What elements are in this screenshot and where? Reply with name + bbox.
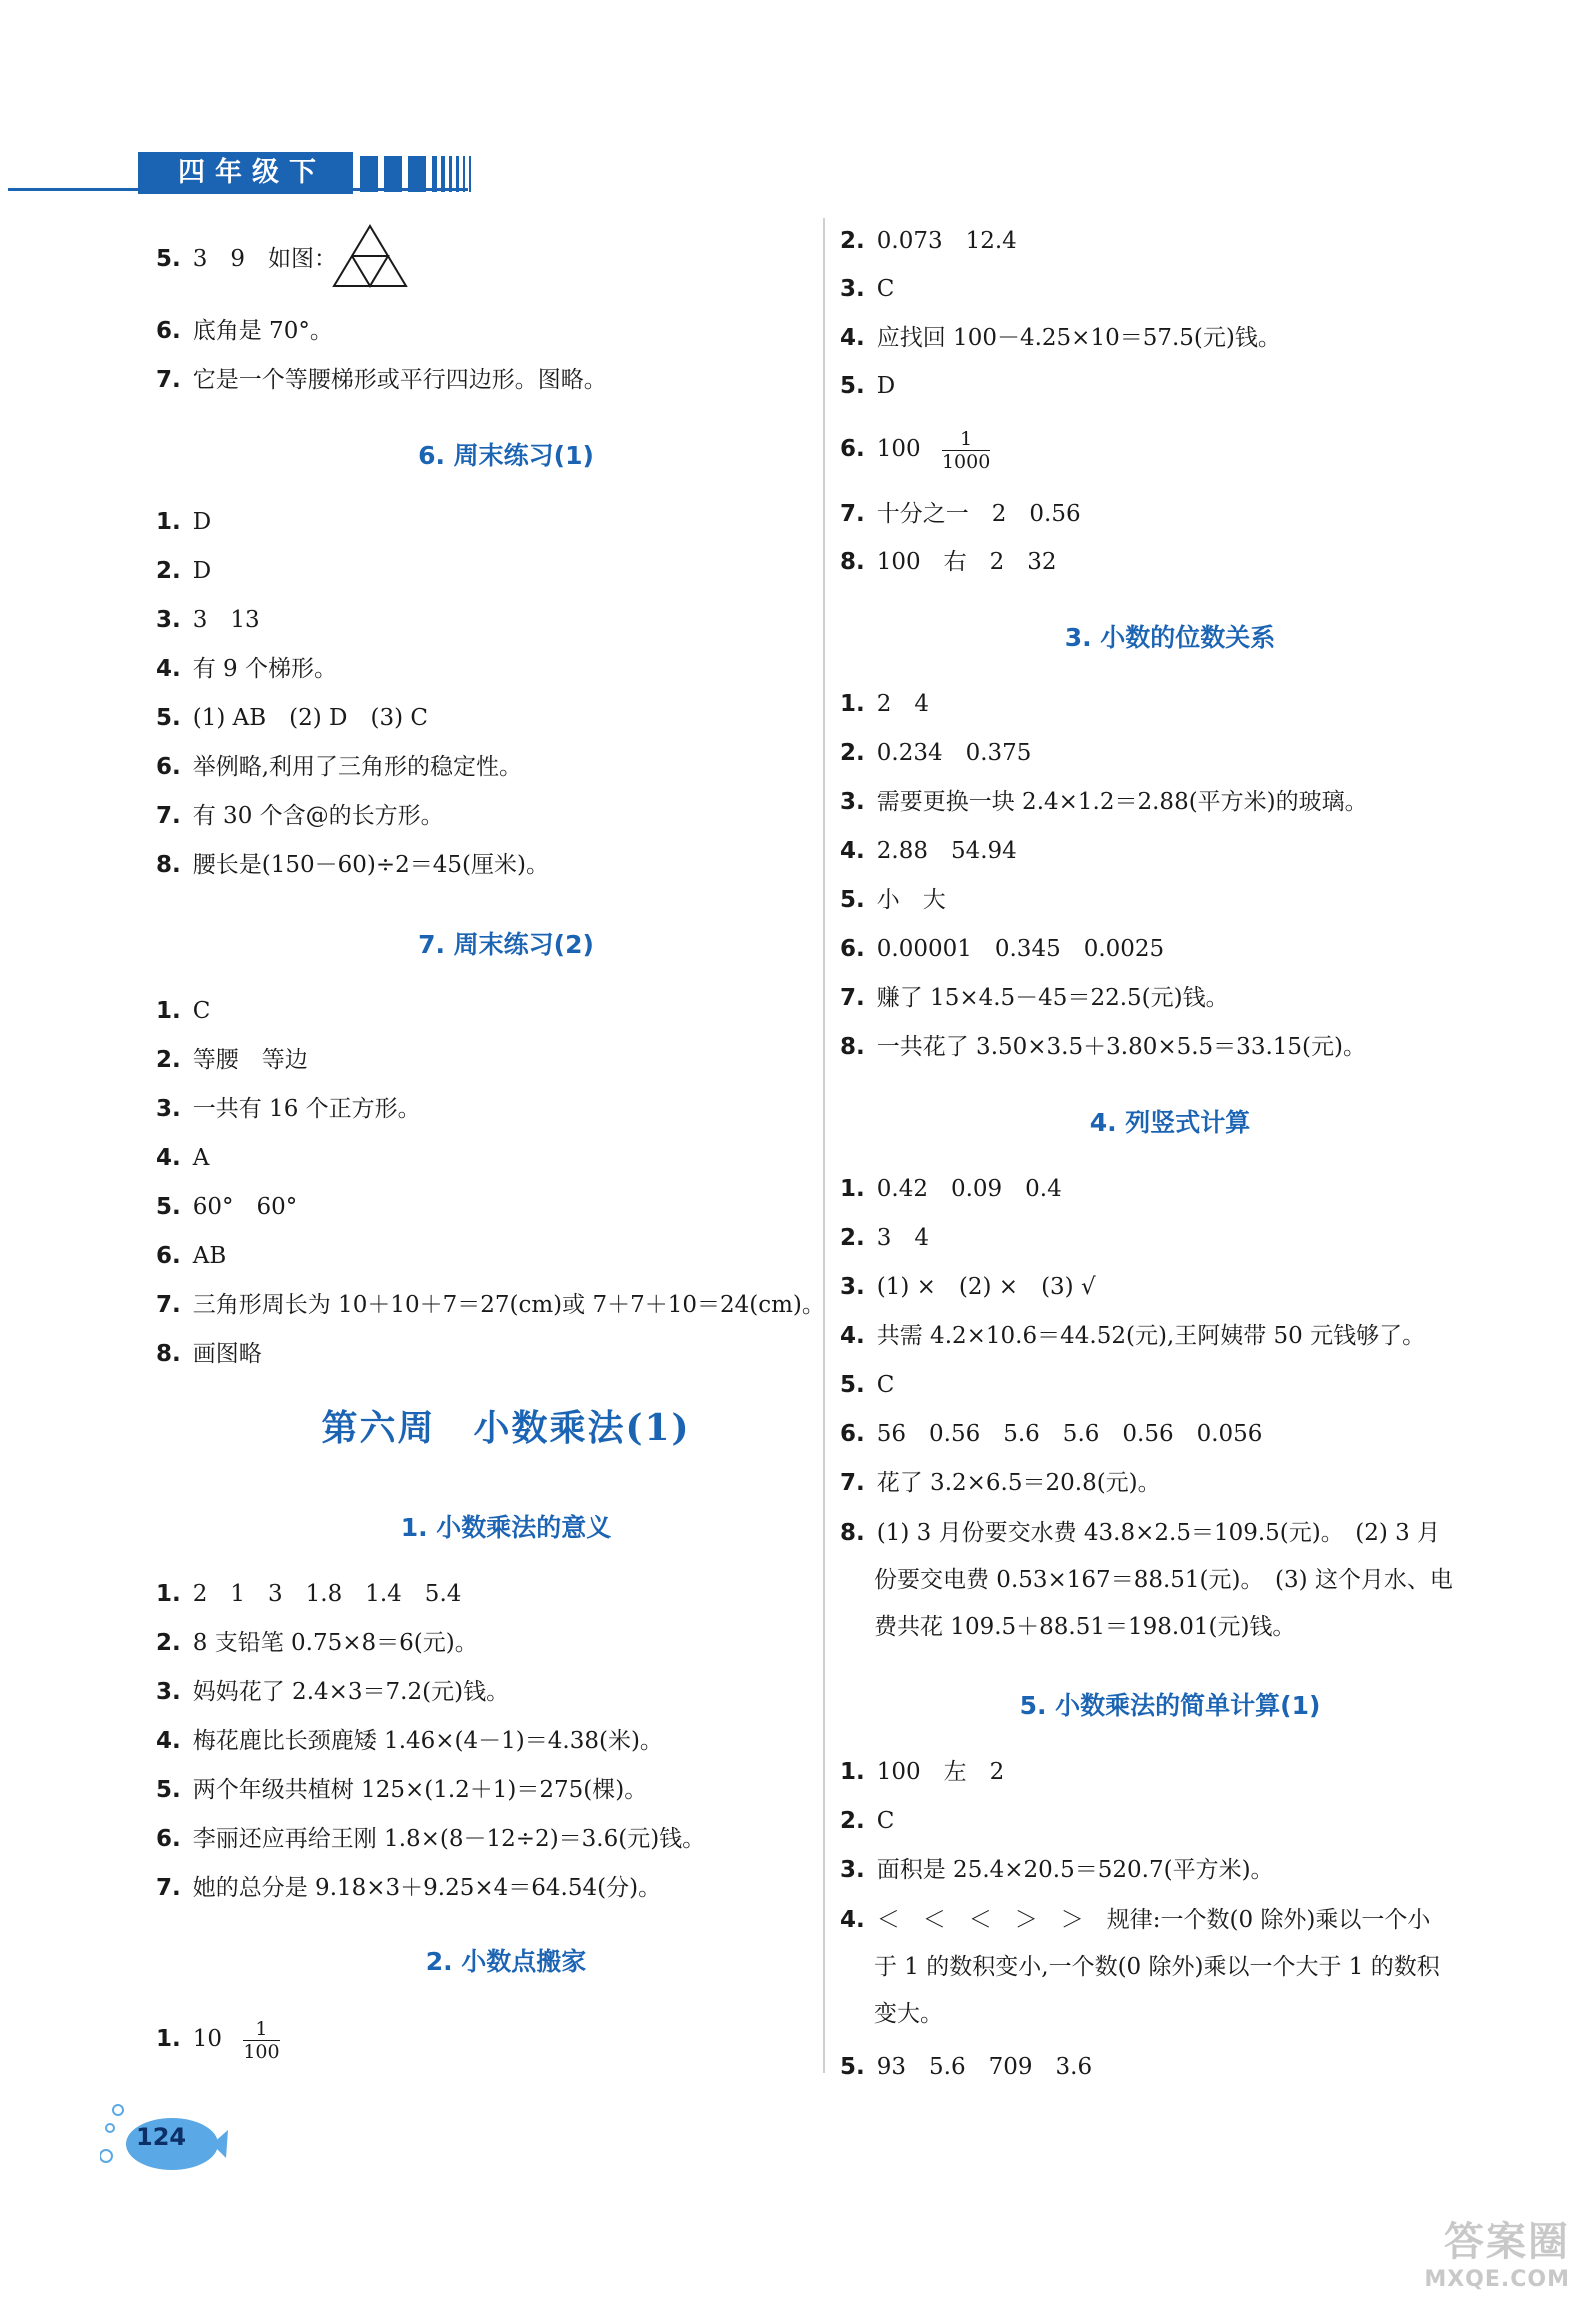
answer-item: 4. 应找回 100－4.25×10＝57.5(元)钱。 [840, 325, 1281, 351]
answer-item: 6. 李丽还应再给王刚 1.8×(8－12÷2)＝3.6(元)钱。 [156, 1826, 706, 1852]
answer-item: 3. 3 13 [156, 607, 260, 633]
section-title: 2. 小数点搬家 [425, 1947, 587, 1976]
answer-item: 5. (1) AB (2) D (3) C [156, 705, 428, 731]
answer-item: 4. 2.88 54.94 [840, 838, 1017, 864]
watermark-url: MXQE.COM [1424, 2267, 1570, 2292]
answer-item: 5. D [840, 373, 896, 399]
fraction: $\frac{1}{1000}$ [941, 427, 991, 473]
answer-item: 2. 等腰 等边 [156, 1047, 308, 1073]
answer-item: 6. 56 0.56 5.6 5.6 0.56 0.056 [840, 1421, 1263, 1447]
answer-item: 6. 举例略,利用了三角形的稳定性。 [156, 754, 523, 780]
answer-item: 1. 0.42 0.09 0.4 [840, 1176, 1062, 1202]
answer-item: 5. 93 5.6 709 3.6 [840, 2054, 1093, 2080]
answer-item: 3. 一共有 16 个正方形。 [156, 1096, 421, 1122]
grade-banner: 四年级下 [138, 152, 353, 194]
answer-item: 2. 0.234 0.375 [840, 740, 1032, 766]
answer-item: 8. 100 右 2 32 [840, 549, 1057, 575]
section-title: 7. 周末练习(2) [418, 930, 594, 959]
answer-item: 6. AB [156, 1243, 227, 1269]
answer-item: 6. 100 $\frac{1}{1000}$ [840, 427, 991, 473]
answer-item: 1. D [156, 509, 212, 535]
answer-item: 4. A [156, 1145, 210, 1171]
answer-item: 8. 画图略 [156, 1341, 262, 1367]
answer-item: 8. (1) 3 月份要交水费 43.8×2.5＝109.5(元)。 (2) 3 月 份要交电费 0.53×167＝88.51(元)。 (3) 这个月水、电 费共花 109.5＋88.51＝198.01(元)钱。 [840, 1520, 1453, 1640]
answer-item: 3. 面积是 25.4×20.5＝520.7(平方米)。 [840, 1857, 1274, 1883]
answer-item: 2. 3 4 [840, 1225, 930, 1251]
answer-item: 5. 60° 60° [156, 1194, 298, 1220]
answer-item: 7. 她的总分是 9.18×3＋9.25×4＝64.54(分)。 [156, 1875, 662, 1901]
answer-item: 3. 需要更换一块 2.4×1.2＝2.88(平方米)的玻璃。 [840, 789, 1368, 815]
answer-item: 4. 共需 4.2×10.6＝44.52(元),王阿姨带 50 元钱够了。 [840, 1323, 1426, 1349]
answer-item: 4. 有 9 个梯形。 [156, 656, 338, 682]
answer-item: 8. 腰长是(150－60)÷2＝45(厘米)。 [156, 852, 549, 878]
answer-item: 1. C [156, 998, 211, 1024]
answer-item: 8. 一共花了 3.50×3.5＋3.80×5.5＝33.15(元)。 [840, 1034, 1366, 1060]
answer-item: 5. C [840, 1372, 895, 1398]
answer-item: 7. 三角形周长为 10＋10＋7＝27(cm)或 7＋7＋10＝24(cm)。 [156, 1292, 825, 1318]
answer-item: 5. 两个年级共植树 125×(1.2＋1)＝275(棵)。 [156, 1777, 648, 1803]
fraction: $\frac{1}{100}$ [243, 2017, 280, 2063]
answer-item: 2. D [156, 558, 212, 584]
page-number: 124 [136, 2123, 187, 2151]
answer-item: 6. 0.00001 0.345 0.0025 [840, 936, 1165, 962]
week-title: 第六周 小数乘法(1) [321, 1407, 691, 1449]
answer-item: 5. 小 大 [840, 887, 946, 913]
answer-item: 4. ＜ ＜ ＜ ＞ ＞ 规律:一个数(0 除外)乘以一个小 于 1 的数积变小,一个数(0 除外)乘以一个大于 1 的数积 变大。 [840, 1907, 1440, 2027]
answer-item: 1. 100 左 2 [840, 1759, 1005, 1785]
answer-item: 7. 赚了 15×4.5－45＝22.5(元)钱。 [840, 985, 1229, 1011]
answer-item: 3. C [840, 276, 895, 302]
answer-item: 2. 0.073 12.4 [840, 228, 1017, 254]
watermark-logo: 答案圈 [1444, 2219, 1570, 2265]
answer-item: 4. 梅花鹿比长颈鹿矮 1.46×(4－1)＝4.38(米)。 [156, 1728, 663, 1754]
watermark [1340, 2210, 1570, 2300]
answer-item: 7. 花了 3.2×6.5＝20.8(元)。 [840, 1470, 1161, 1496]
subdivided-triangle-figure [330, 222, 410, 292]
answer-item: 1. 2 1 3 1.8 1.4 5.4 [156, 1581, 462, 1607]
answer-item: 3. (1) × (2) × (3) √ [840, 1274, 1096, 1300]
answer-item: 7. 十分之一 2 0.56 [840, 501, 1081, 527]
answer-item: 1. 2 4 [840, 691, 930, 717]
section-title: 6. 周末练习(1) [418, 441, 594, 470]
answer-item: 5. 3 9 如图： [156, 246, 338, 272]
answer-item: 6. 底角是 70°。 [156, 318, 333, 344]
answer-item: 7. 它是一个等腰梯形或平行四边形。图略。 [156, 367, 607, 393]
answer-item: 2. 8 支铅笔 0.75×8＝6(元)。 [156, 1630, 478, 1656]
answer-item: 2. C [840, 1808, 895, 1834]
section-title: 1. 小数乘法的意义 [400, 1513, 612, 1542]
answer-item: 7. 有 30 个含@的长方形。 [156, 803, 444, 829]
answer-item: 1. 10 $\frac{1}{100}$ [156, 2017, 280, 2063]
section-title: 3. 小数的位数关系 [1064, 623, 1276, 652]
section-title: 5. 小数乘法的简单计算(1) [1019, 1691, 1321, 1720]
answer-item: 3. 妈妈花了 2.4×3＝7.2(元)钱。 [156, 1679, 510, 1705]
column-divider [823, 218, 825, 2073]
section-title: 4. 列竖式计算 [1089, 1108, 1251, 1137]
